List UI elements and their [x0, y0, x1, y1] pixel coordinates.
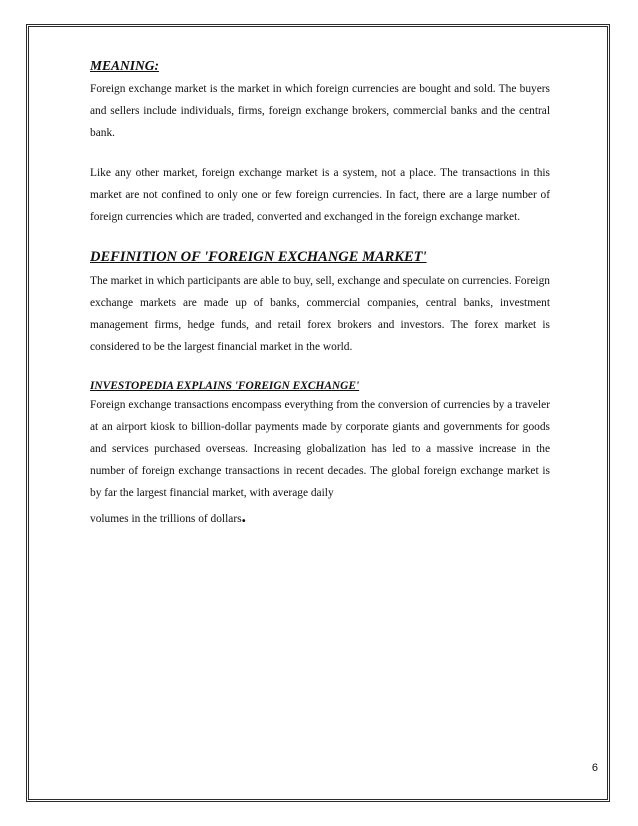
meaning-paragraph-2: Like any other market, foreign exchange market is a system, not a place. The transactions in this market are not confined to only one or few foreign currencies. In fact, there are a large number of foreign currencies which are traded, converted and exchanged in the foreign exchange market.: [90, 167, 550, 223]
page-number: 6: [591, 762, 598, 774]
end-period: .: [241, 506, 247, 526]
document-body: [90, 58, 550, 530]
investopedia-last-line-text: volumes in the trillions of dollars: [90, 513, 242, 525]
investopedia-paragraph: Foreign exchange transactions encompass everything from the conversion of currencies by a traveler at an airport kiosk to billion-dollar payments made by corporate giants and governments for goods and services purchased overseas. Increasing globalization has led to a massive increase in the number of foreign exchange transactions in recent decades. The global foreign exchange market is by far the largest financial market, with average daily: [90, 399, 550, 499]
investopedia-heading: INVESTOPEDIA EXPLAINS 'FOREIGN EXCHANGE': [90, 380, 360, 392]
meaning-heading: MEANING:: [90, 58, 160, 73]
definition-heading: DEFINITION OF 'FOREIGN EXCHANGE MARKET': [90, 249, 427, 265]
meaning-paragraph-1: Foreign exchange market is the market in which foreign currencies are bought and sold. The buyers and sellers include individuals, firms, foreign exchange brokers, commercial banks and the central bank.: [90, 83, 550, 139]
investopedia-last-line: [90, 508, 550, 530]
definition-paragraph: The market in which participants are able to buy, sell, exchange and speculate on currencies. Foreign exchange markets are made up of banks, commercial companies, central banks, investment management firms, hedge funds, and retail forex brokers and investors. The forex market is considered to be the largest financial market in the world.: [90, 275, 550, 353]
